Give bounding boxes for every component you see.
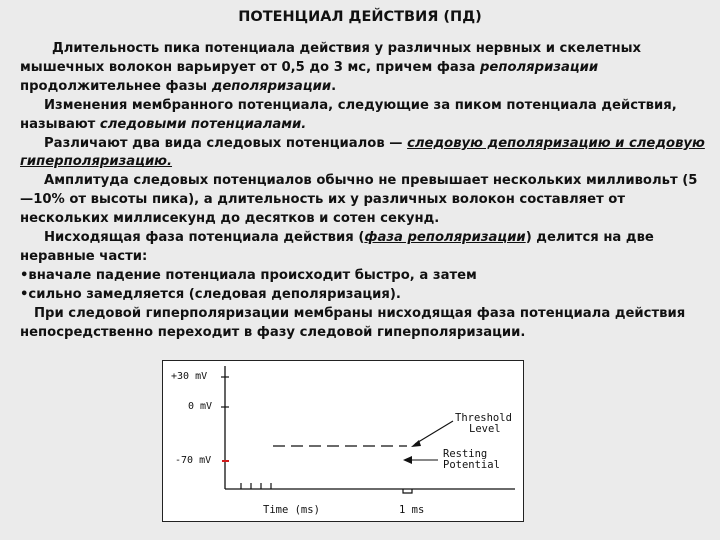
paragraph-amplitude: Амплитуда следовых потенциалов обычно не превышает нескольких милливольт (5—10% от высоты пика), а длительность их у различных волокон составляет от нескольких миллисекунд до десятков и сотен секунд.: [20, 173, 698, 227]
y-label-zero: 0 mV: [188, 401, 213, 412]
text-run: Различают два вида следовых потенциалов —: [44, 135, 408, 151]
threshold-label-line2: Level: [469, 423, 501, 435]
resting-arrowhead: [403, 456, 412, 464]
bullet-item: •вначале падение потенциала происходит быстро, а затем: [20, 267, 477, 283]
text-run: Длительность пика потенциала действия у различных нервных и скелетных мышечных волокон варьирует от 0,5 до 3 мс, причем фаза: [20, 41, 642, 75]
resting-label-line1: Resting: [443, 448, 488, 460]
paragraph-trace-potentials: [20, 97, 706, 135]
y-label-minus70: -70 mV: [175, 455, 212, 466]
term-repolarization-phase: фаза реполяризации: [364, 230, 526, 246]
slide-title: ПОТЕНЦИАЛ ДЕЙСТВИЯ (ПД): [238, 9, 482, 25]
resting-label-line2: Potential: [443, 459, 500, 471]
y-label-plus30: +30 mV: [171, 371, 208, 382]
text-run: продолжительнее фазы: [20, 78, 212, 94]
text-run: Нисходящая фаза потенциала действия (: [44, 230, 365, 246]
scale-bar-label: 1 ms: [399, 504, 425, 516]
paragraph-descending-phase: [20, 229, 706, 267]
x-axis-label: Time (ms): [263, 504, 320, 516]
threshold-label-line1: Threshold: [455, 412, 512, 424]
text-run: .: [331, 78, 337, 94]
paragraph-hyperpolarization: При следовой гиперполяризации мембраны нисходящая фаза потенциала действия непосредственно переходит в фазу следовой гиперполяризации.: [20, 305, 686, 340]
body-text: [20, 40, 706, 343]
diagram-graphics: [163, 361, 525, 523]
text-run: ) делится на две неравные части:: [20, 230, 654, 264]
threshold-level-label: [455, 413, 512, 435]
threshold-pointer-line: [415, 421, 453, 444]
paragraph-two-types: [20, 135, 706, 173]
term-depolarization: деполяризации: [211, 78, 332, 94]
text-run: Изменения мембранного потенциала, следующие за пиком потенциала действия, называют: [20, 97, 677, 132]
action-potential-diagram: [162, 360, 524, 522]
term-trace-types: следовую деполяризацию и следовую гиперполяризацию.: [20, 135, 705, 170]
term-trace-potentials: следовыми потенциалами.: [99, 116, 307, 132]
paragraph-peak-duration: [20, 40, 706, 97]
resting-potential-label: [443, 449, 500, 471]
bullet-item: •сильно замедляется (следовая деполяризация).: [20, 286, 401, 302]
term-repolarization: реполяризации: [479, 59, 599, 75]
